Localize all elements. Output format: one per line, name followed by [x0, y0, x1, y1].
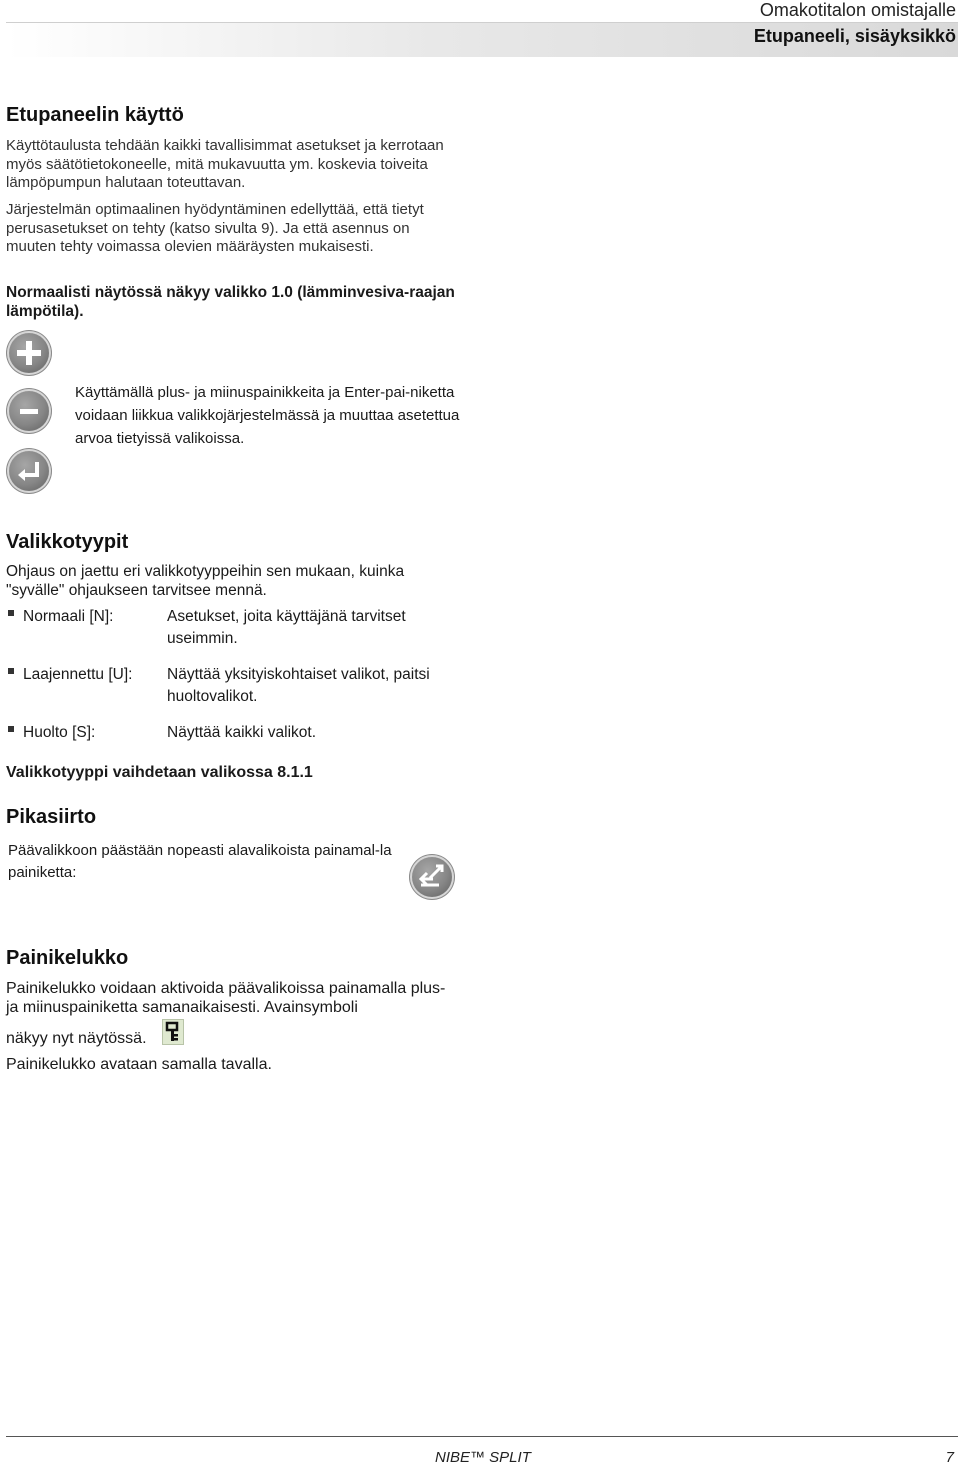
menu-types-intro: Ohjaus on jaettu eri valikkotyyppeihin sen mukaan, kuinka "syvälle" ohjaukseen tarvitsee mennä. — [6, 563, 405, 599]
quick-text: Päävalikkoon päästään nopeasti alavalikoista painamal-la painiketta: — [8, 842, 392, 881]
footer-brand: NIBE™ SPLIT — [435, 1449, 531, 1466]
plus-button-icon — [9, 333, 49, 373]
usage-heading: Etupaneelin käyttö — [6, 104, 184, 126]
usage-para-1: Käyttötaulusta tehdään kaikki tavallisimmat asetukset ja kerrotaan myös säätötietokoneelle, mitä mukavuutta ym. koskevia toiveita lämpöpumpun halutaan toteuttavan. — [6, 137, 444, 191]
minus-button-icon — [9, 391, 49, 431]
menu-type-desc-service: Näyttää kaikki valikot. — [167, 724, 317, 741]
menu-type-label-service: Huolto [S]: — [23, 724, 96, 741]
quick-move-button-icon — [412, 857, 452, 897]
menu-types-heading: Valikkotyypit — [6, 531, 129, 553]
menu-type-label-normal: Normaali [N]: — [23, 608, 114, 625]
quick-heading: Pikasiirto — [6, 806, 97, 828]
bullet — [8, 610, 14, 616]
key-lock-icon — [162, 1019, 184, 1045]
lock-heading: Painikelukko — [6, 947, 129, 969]
header-top-label: Omakotitalon omistajalle — [759, 0, 956, 20]
menu-type-note: Valikkotyyppi vaihdetaan valikossa 8.1.1 — [6, 764, 313, 781]
lock-text-3: Painikelukko avataan samalla tavalla. — [6, 1056, 272, 1073]
menu-type-desc-normal: Asetukset, joita käyttäjänä tarvitset useimmin. — [167, 608, 406, 647]
usage-para-3: Normaalisti näytössä näkyy valikko 1.0 (lämminvesiva-raajan lämpötila). — [6, 284, 455, 320]
buttons-description: Käyttämällä plus- ja miinuspainikkeita ja Enter-pai-niketta voidaan liikkua valikkojärjestelmässä ja muuttaa asetettua arvoa tietyissä valikoissa. — [75, 384, 460, 447]
page-number: 7 — [945, 1449, 954, 1466]
usage-para-2: Järjestelmän optimaalinen hyödyntäminen edellyttää, että tietyt perusasetukset on tehty (katso sivulta 9). Ja että asennus on muuten tehty voimassa olevien määräysten mukaisesti. — [6, 201, 424, 255]
enter-button-icon — [9, 451, 49, 491]
lock-text-1: Painikelukko voidaan aktivoida päävalikoissa painamalla plus- ja miinuspainiketta samanaikaisesti. Avainsymboli — [6, 980, 446, 1016]
lock-text-2: näkyy nyt näytössä. — [6, 1030, 147, 1047]
bullet — [8, 726, 14, 732]
header-band-title: Etupaneeli, sisäyksikkö — [753, 26, 956, 46]
bullet — [8, 668, 14, 674]
menu-type-label-extended: Laajennettu [U]: — [23, 666, 133, 683]
menu-type-desc-extended: Näyttää yksityiskohtaiset valikot, paitsi huoltovalikot. — [167, 666, 430, 705]
footer-rule — [6, 1436, 958, 1437]
